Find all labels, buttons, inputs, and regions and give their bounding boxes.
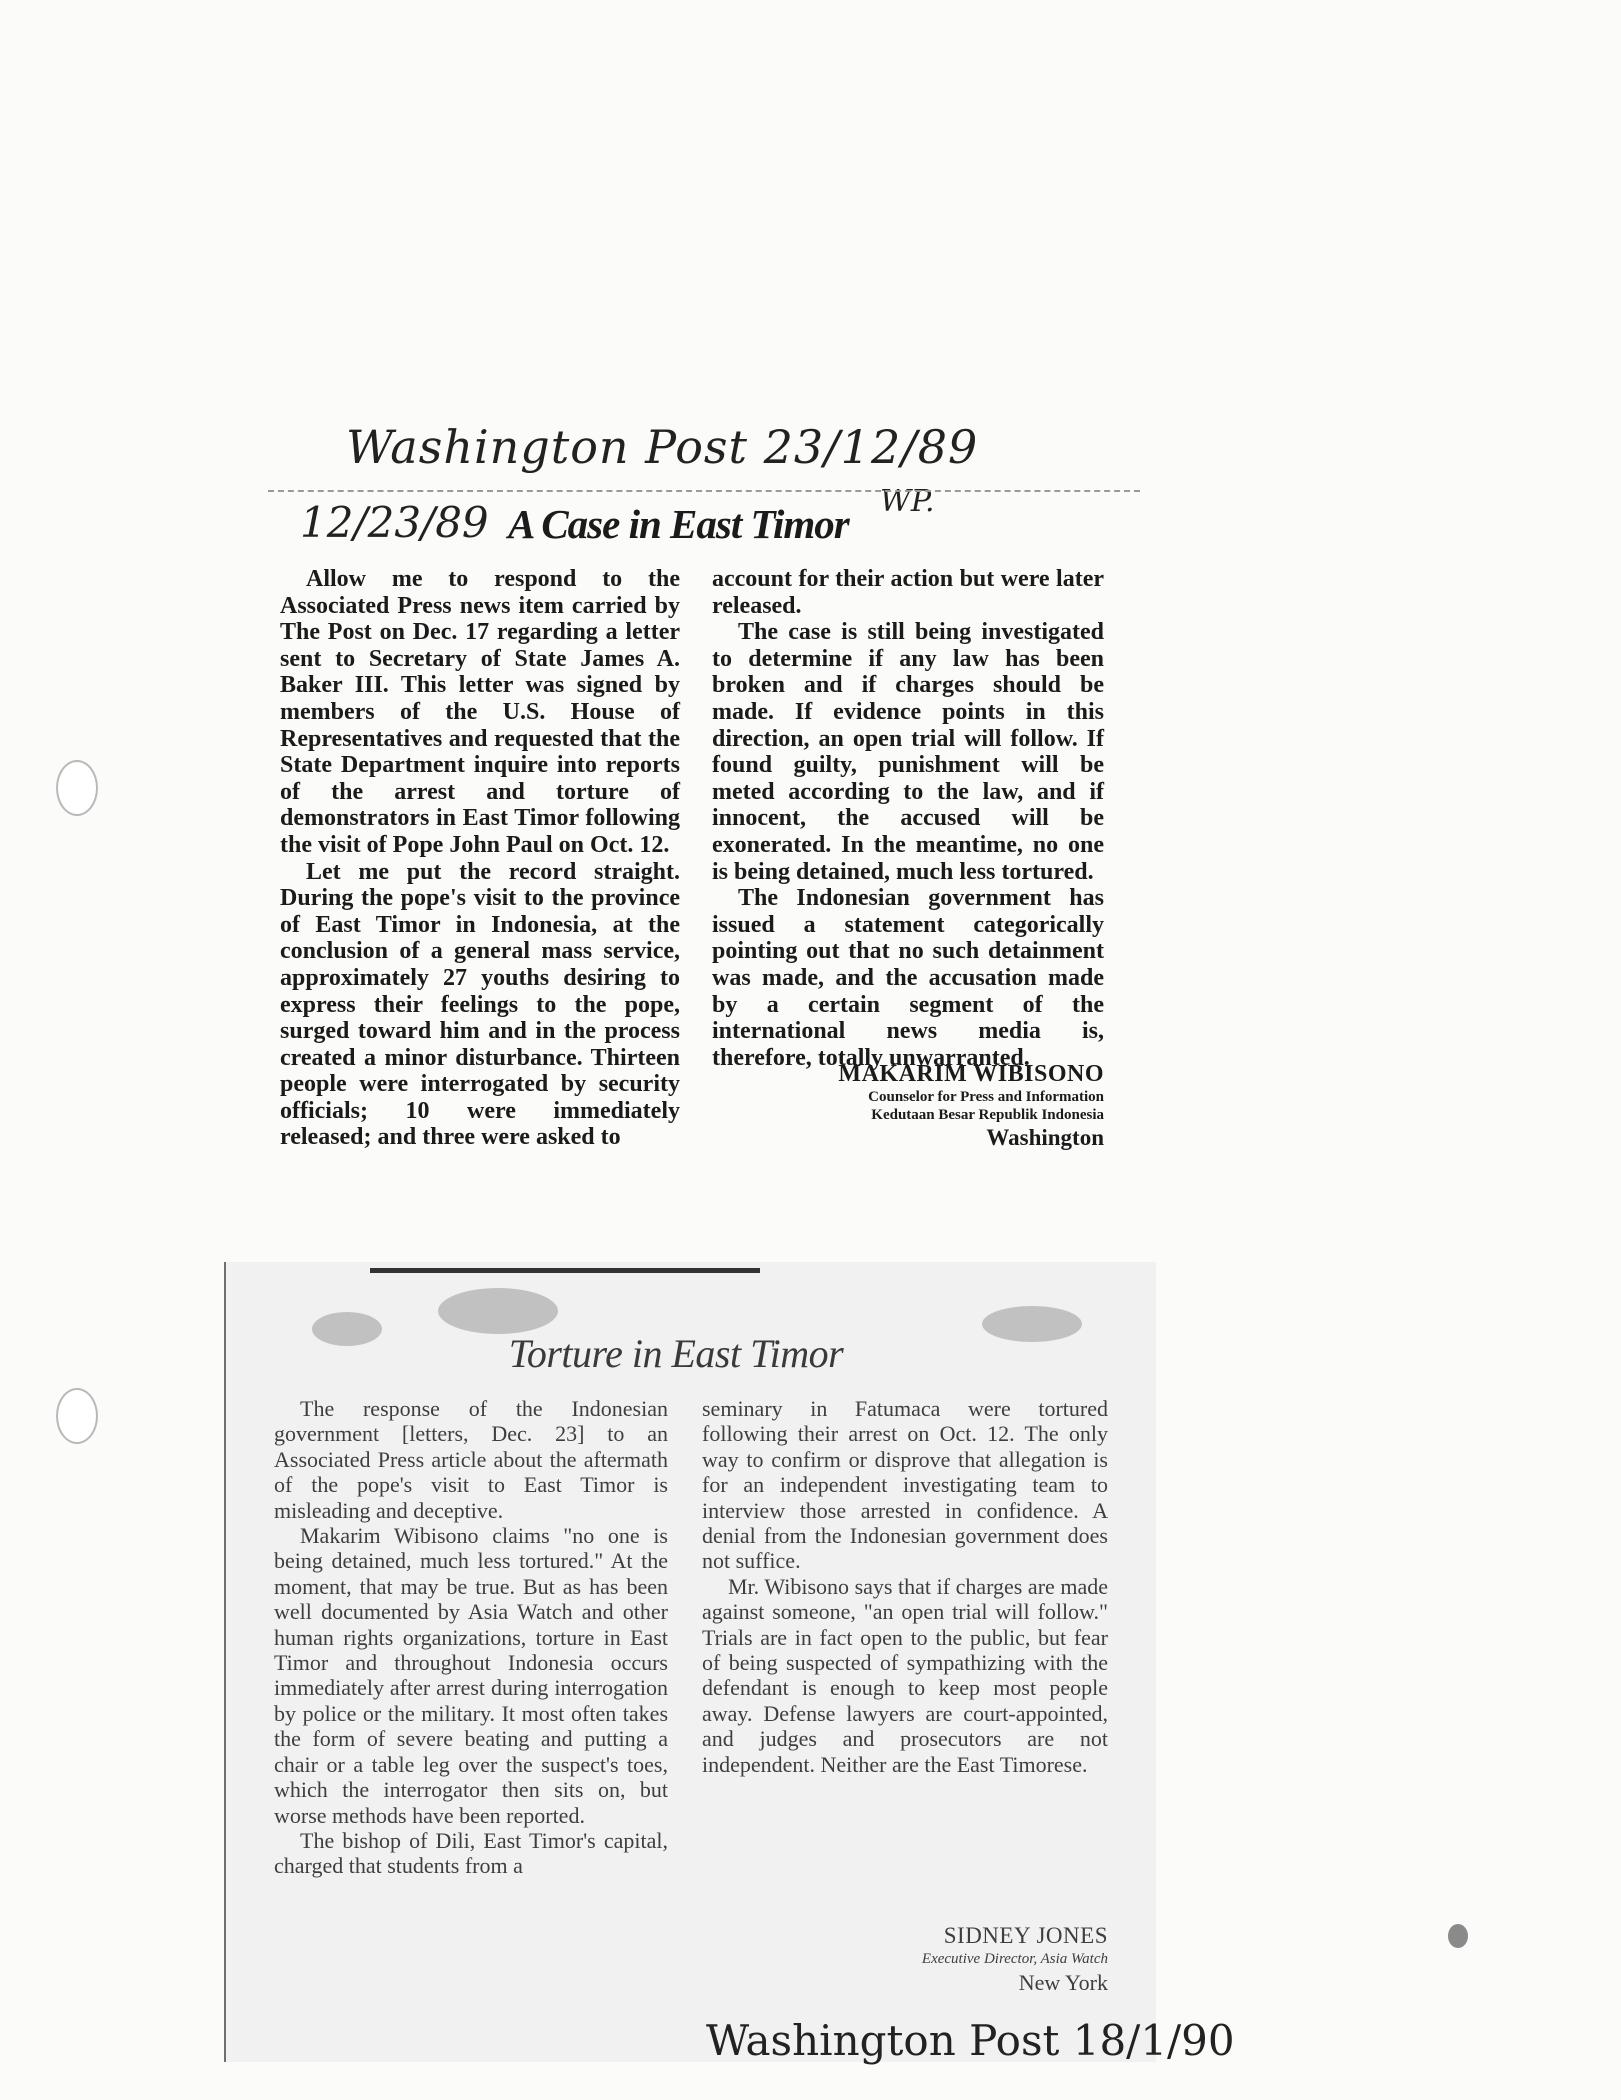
ink-smudge	[982, 1306, 1082, 1342]
letter1-signature	[712, 1060, 1104, 1152]
paragraph: Makarim Wibisono claims "no one is being detained, much less tortured." At the moment, that may be true. But as has been well documented by Asia Watch and other human rights organizations, torture in East Timor and throughout Indonesia occurs immediately after arrest during interrogation by police or the military. It most often takes the form of severe beating and putting a chair or a table leg over the suspect's toes, which the interrogator then sits on, but worse methods have been reported.	[274, 1523, 668, 1828]
signature-name: SIDNEY JONES	[943, 1923, 1108, 1948]
paragraph: The Indonesian government has issued a statement categorically pointing out that no such detainment was made, and the accusation made by a certain segment of the international news media is, therefore, totally unwarranted.	[712, 885, 1104, 1071]
signature-name: MAKARIM WIBISONO	[838, 1061, 1104, 1087]
clipping-rule	[370, 1268, 760, 1273]
clipping-rule	[268, 490, 1140, 492]
letter2-column-1	[274, 1396, 668, 1879]
punch-hole-bottom	[56, 1388, 98, 1444]
ink-blot	[1448, 1924, 1468, 1948]
signature-title: Counselor for Press and Information	[868, 1089, 1104, 1105]
handwritten-wp-note: WP.	[880, 484, 935, 519]
paragraph: Allow me to respond to the Associated Press news item carried by The Post on Dec. 17 regarding a letter sent to Secretary of State James A. Baker III. This letter was signed by members of the U.S. House of Representatives and requested that the State Department inquire into reports of the arrest and torture of demonstrators in East Timor following the visit of Pope John Paul on Oct. 12.	[280, 566, 680, 858]
paragraph: The response of the Indonesian government [letters, Dec. 23] to an Associated Press article about the aftermath of the pope's visit to East Timor is misleading and deceptive.	[274, 1396, 668, 1523]
newspaper-clipping-letter-2	[224, 1262, 1156, 2062]
signature-organization: Kedutaan Besar Republik Indonesia	[871, 1107, 1104, 1123]
letter1-column-1	[280, 566, 680, 1151]
paragraph: Mr. Wibisono says that if charges are made against someone, "an open trial will follow." Trials are in fact open to the public, but fear of being suspected of sympathizing with the defendant is enough to keep most people away. Defense lawyers are court-appointed, and judges and prosecutors are not independent. Neither are the East Timorese.	[702, 1573, 1108, 1777]
paragraph: Let me put the record straight. During the pope's visit to the province of East Timor in Indonesia, at the conclusion of a general mass service, approximately 27 youths desiring to express their feelings to the pope, surged toward him and in the process created a minor disturbance. Thirteen people were interrogated by security officials; 10 were immediately released; and three were asked to	[280, 858, 680, 1151]
handwritten-source-note-bottom: Washington Post 18/1/90	[706, 2016, 1235, 2065]
newspaper-clipping-letter-1	[268, 470, 1140, 1190]
letter1-column-2	[712, 566, 1104, 1071]
letter2-column-2	[702, 1396, 1108, 1777]
ink-smudge	[438, 1288, 558, 1334]
signature-city: New York	[1018, 1970, 1108, 1995]
paragraph: account for their action but were later released.	[712, 566, 1104, 619]
ink-smudge	[312, 1312, 382, 1346]
headline-torture-in-east-timor: Torture in East Timor	[508, 1331, 844, 1376]
handwritten-source-note: Washington Post 23/12/89	[346, 420, 979, 474]
paragraph: seminary in Fatumaca were tortured following their arrest on Oct. 12. The only way to confirm or disprove that allegation is for an independent investigating team to interview those arrested in confidence. A denial from the Indonesian government does not suffice.	[702, 1396, 1108, 1574]
punch-hole-top	[56, 760, 98, 816]
paragraph: The case is still being investigated to determine if any law has been broken and if charges should be made. If evidence points in this direction, an open trial will follow. If found guilty, punishment will be meted according to the law, and if innocent, the accused will be exonerated. In the meantime, no one is being detained, much less tortured.	[712, 619, 1104, 885]
letter2-signature	[702, 1922, 1108, 1996]
headline-a-case-in-east-timor: A Case in East Timor	[508, 501, 849, 547]
signature-city: Washington	[986, 1125, 1104, 1150]
paragraph: The bishop of Dili, East Timor's capital, charged that students from a	[274, 1827, 668, 1879]
signature-title: Executive Director, Asia Watch	[921, 1951, 1108, 1967]
handwritten-date-note: 12/23/89	[300, 498, 489, 547]
